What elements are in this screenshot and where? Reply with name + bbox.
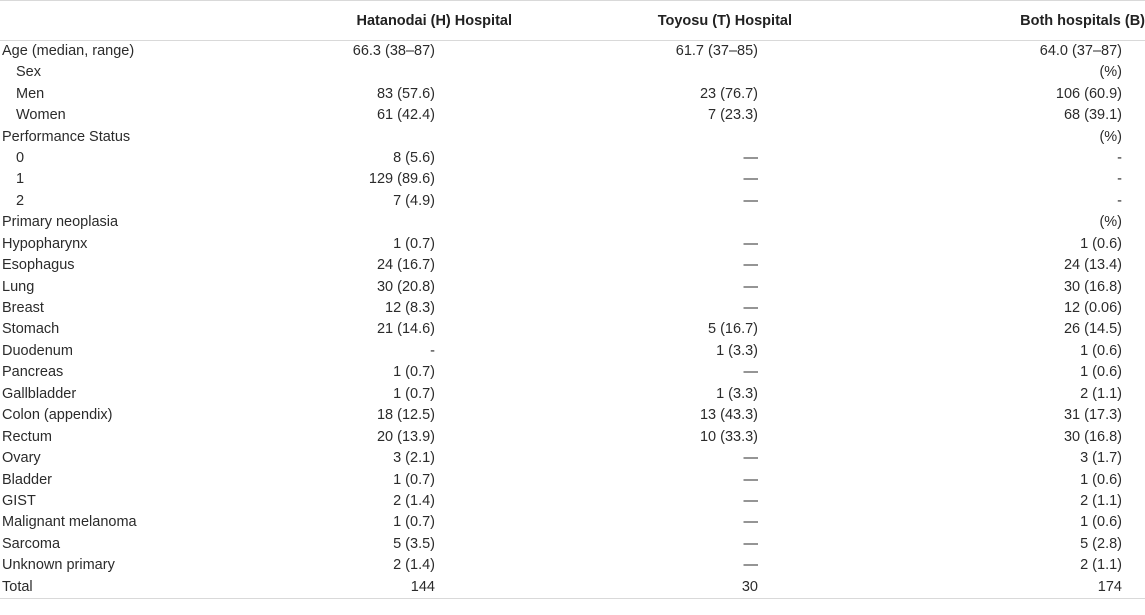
hatanodai-value: 144 [275, 577, 555, 599]
row-label: Sex [16, 64, 41, 81]
hatanodai-value: 24 (16.7) [376, 257, 435, 274]
both-hospitals-value: 68 (39.1) [1063, 107, 1122, 124]
header-hatanodai-hospital: Hatanodai (H) Hospital [275, 1, 555, 41]
table-row [0, 448, 1145, 469]
toyosu-value: — [743, 450, 758, 467]
hatanodai-value: 61 (42.4) [376, 107, 435, 124]
row-label: 2 [16, 192, 25, 209]
both-hospitals-value: 24 (13.4) [1063, 257, 1122, 274]
toyosu-value: 10 (33.3) [699, 428, 758, 445]
table-row [0, 319, 1145, 340]
table-row [0, 362, 1145, 383]
row-label: Stomach [2, 321, 60, 338]
both-hospitals-value: 31 (17.3) [1063, 407, 1122, 424]
table-row [0, 212, 1145, 233]
toyosu-value: — [743, 278, 758, 295]
row-label: Age (median, range) [2, 43, 135, 59]
row-label: Primary neoplasia [2, 214, 119, 231]
row-label: Sarcoma [2, 535, 61, 552]
table-row [0, 426, 1145, 447]
header-row [0, 1, 1145, 41]
table-row [0, 577, 1145, 599]
hatanodai-value: 1 (0.7) [393, 514, 435, 531]
table-row [0, 469, 1145, 490]
both-hospitals-value: 1 (0.6) [1080, 235, 1122, 252]
toyosu-value: — [743, 235, 758, 252]
toyosu-value: 5 (16.7) [708, 321, 758, 338]
both-hospitals-value: 1 (0.6) [1080, 342, 1122, 359]
toyosu-value: — [743, 492, 758, 509]
hatanodai-value: 8 (5.6) [393, 149, 435, 166]
row-label: Unknown primary [2, 557, 115, 574]
hatanodai-value: 3 (2.1) [393, 450, 435, 467]
row-label: 0 [16, 149, 25, 166]
header-both-hospitals: Both hospitals (B) [895, 1, 1145, 41]
row-label: Rectum [2, 428, 52, 445]
row-label: Performance Status [2, 128, 131, 145]
hatanodai-value: 2 (1.4) [393, 557, 435, 574]
table-row [0, 276, 1145, 297]
hatanodai-value: 2 (1.4) [393, 492, 435, 509]
toyosu-value: 7 (23.3) [708, 107, 758, 124]
both-hospitals-value: 174 [895, 577, 1145, 599]
both-hospitals-value: 2 (1.1) [1080, 492, 1122, 509]
hatanodai-value: 18 (12.5) [376, 407, 435, 424]
table-row [0, 41, 1145, 63]
row-label: Malignant melanoma [2, 514, 137, 531]
hatanodai-value: 30 (20.8) [376, 278, 435, 295]
both-hospitals-value: - [1117, 192, 1122, 209]
both-hospitals-value: - [1117, 171, 1122, 188]
both-hospitals-value: 1 (0.6) [1080, 364, 1122, 381]
row-label: Duodenum [2, 342, 73, 359]
table-row [0, 255, 1145, 276]
toyosu-value: — [743, 514, 758, 531]
both-hospitals-value: 5 (2.8) [1080, 535, 1122, 552]
hatanodai-value: 66.3 (38–87) [352, 43, 435, 59]
table-row [0, 534, 1145, 555]
row-label: GIST [2, 492, 36, 509]
table-row [0, 555, 1145, 576]
both-hospitals-value: 2 (1.1) [1080, 557, 1122, 574]
row-label: Esophagus [2, 257, 75, 274]
table-row [0, 234, 1145, 255]
toyosu-value: 30 [555, 577, 895, 599]
hatanodai-value: 1 (0.7) [393, 385, 435, 402]
toyosu-value: 61.7 (37–85) [675, 43, 758, 59]
table-row [0, 384, 1145, 405]
table-row [0, 83, 1145, 104]
both-hospitals-value: - [1117, 149, 1122, 166]
hatanodai-value: - [430, 342, 435, 359]
toyosu-value [555, 212, 895, 233]
both-hospitals-value: 1 (0.6) [1080, 514, 1122, 531]
both-hospitals-value: 30 (16.8) [1063, 278, 1122, 295]
row-label: Lung [2, 278, 35, 295]
table-row [0, 512, 1145, 533]
header-label-column [0, 1, 275, 41]
table-header [0, 1, 1145, 41]
table-row [0, 191, 1145, 212]
toyosu-value: 1 (3.3) [716, 385, 758, 402]
table-row [0, 341, 1145, 362]
row-label: Breast [2, 300, 44, 317]
toyosu-value [555, 62, 895, 83]
both-hospitals-value: 26 (14.5) [1063, 321, 1122, 338]
row-label: 1 [16, 171, 25, 188]
both-hospitals-value: 106 (60.9) [1055, 85, 1122, 102]
table-row [0, 105, 1145, 126]
both-hospitals-value: 30 (16.8) [1063, 428, 1122, 445]
table-row [0, 491, 1145, 512]
both-hospitals-value: 2 (1.1) [1080, 385, 1122, 402]
table-row [0, 126, 1145, 147]
toyosu-value: 23 (76.7) [699, 85, 758, 102]
both-hospitals-value: 12 (0.06) [1063, 300, 1122, 317]
hatanodai-value [275, 62, 555, 83]
hatanodai-value: 12 (8.3) [385, 300, 435, 317]
row-label: Women [16, 107, 66, 124]
toyosu-value: 13 (43.3) [699, 407, 758, 424]
hatanodai-value: 83 (57.6) [376, 85, 435, 102]
toyosu-value: — [743, 471, 758, 488]
row-label: Pancreas [2, 364, 64, 381]
row-label: Gallbladder [2, 385, 77, 402]
table-row [0, 62, 1145, 83]
table-row [0, 169, 1145, 190]
hatanodai-value: 20 (13.9) [376, 428, 435, 445]
hatanodai-value: 129 (89.6) [368, 171, 435, 188]
hatanodai-value: 1 (0.7) [393, 471, 435, 488]
hatanodai-value: 5 (3.5) [393, 535, 435, 552]
both-hospitals-value: 3 (1.7) [1080, 450, 1122, 467]
both-hospitals-value: (%) [1099, 214, 1122, 231]
toyosu-value: — [743, 149, 758, 166]
toyosu-value [555, 126, 895, 147]
row-label: Total [0, 577, 275, 599]
row-label: Ovary [2, 450, 41, 467]
row-label: Colon (appendix) [2, 407, 113, 424]
toyosu-value: 1 (3.3) [716, 342, 758, 359]
toyosu-value: — [743, 300, 758, 317]
hatanodai-value [275, 126, 555, 147]
toyosu-value: — [743, 364, 758, 381]
table-row [0, 148, 1145, 169]
toyosu-value: — [743, 557, 758, 574]
hatanodai-value: 1 (0.7) [393, 235, 435, 252]
both-hospitals-value: 64.0 (37–87) [1039, 43, 1122, 59]
table-row [0, 405, 1145, 426]
table-body [0, 41, 1145, 599]
both-hospitals-value: 1 (0.6) [1080, 471, 1122, 488]
hatanodai-value: 1 (0.7) [393, 364, 435, 381]
toyosu-value: — [743, 257, 758, 274]
table-row [0, 298, 1145, 319]
toyosu-value: — [743, 535, 758, 552]
hatanodai-value [275, 212, 555, 233]
both-hospitals-value: (%) [1099, 128, 1122, 145]
toyosu-value: — [743, 192, 758, 209]
row-label: Men [16, 85, 45, 102]
hatanodai-value: 7 (4.9) [393, 192, 435, 209]
row-label: Hypopharynx [2, 235, 88, 252]
toyosu-value: — [743, 171, 758, 188]
header-toyosu-hospital: Toyosu (T) Hospital [555, 1, 895, 41]
both-hospitals-value: (%) [1099, 64, 1122, 81]
row-label: Bladder [2, 471, 52, 488]
hatanodai-value: 21 (14.6) [376, 321, 435, 338]
